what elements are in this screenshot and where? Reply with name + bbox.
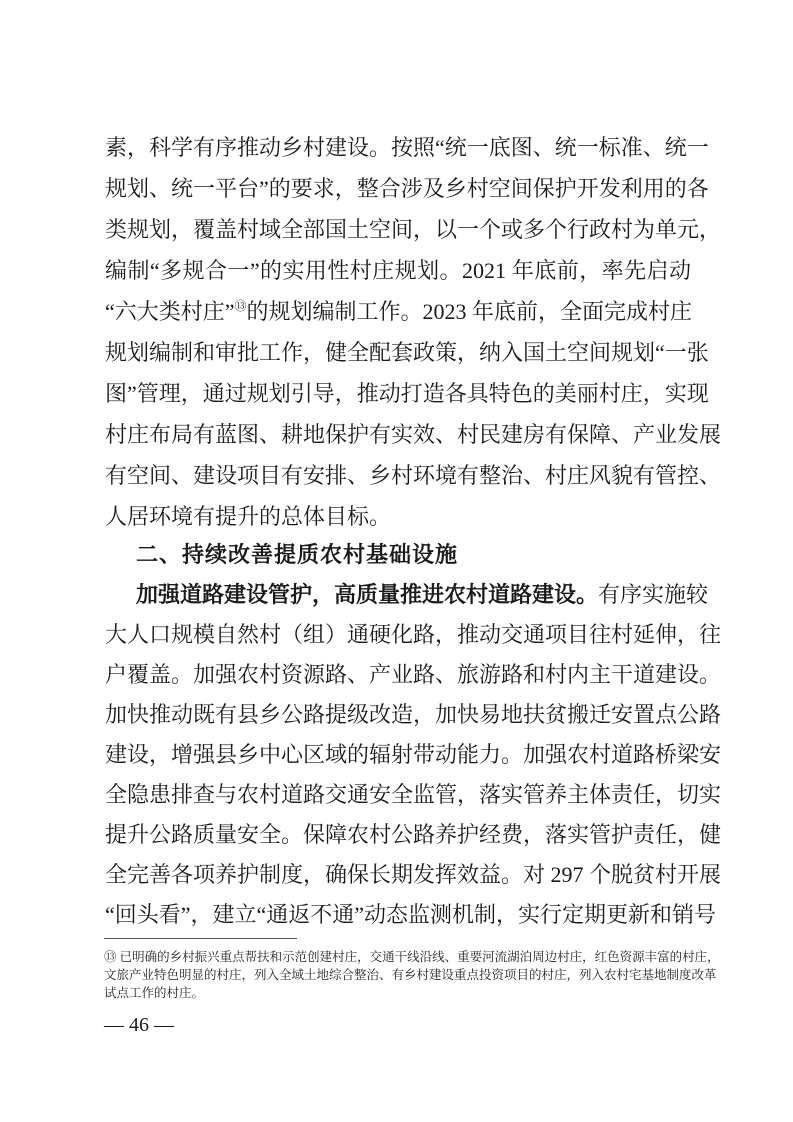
text-segment: “六大类村庄” [105, 299, 235, 324]
text-segment: 有序实施较 [598, 582, 709, 607]
footnote-reference[interactable]: ⑬ [234, 299, 247, 313]
footnote-line: 文旅产业特色明显的村庄，列入全域土地综合整治、有乡村建设重点投资项目的村庄，列入农村宅基地制度改革 [104, 968, 717, 982]
text-line: 图”管理，通过规划引导，推动打造各具特色的美丽村庄，实现 [105, 381, 709, 406]
text-line: 提升公路质量安全。保障农村公路养护经费，落实管护责任，健 [105, 822, 722, 847]
text-line: 大人口规模自然村（组）通硬化路，推动交通项目往村延伸，往 [105, 622, 722, 647]
footnote-separator [104, 938, 297, 939]
section-heading: 二、持续改善提质农村基础设施 [136, 543, 459, 568]
text-line: 加快推动既有县乡公路提级改造，加快易地扶贫搬迁安置点公路 [105, 702, 722, 727]
text-line: 户覆盖。加强农村资源路、产业路、旅游路和村内主干道建设。 [105, 662, 722, 687]
text-line [105, 297, 691, 327]
text-line: 类规划，覆盖村域全部国土空间，以一个或多个行政村为单元， [105, 217, 722, 242]
footnote-marker: ⑬ [104, 950, 117, 964]
page-number: — 46 — [104, 1014, 174, 1036]
footnote-line [104, 948, 720, 966]
text-line: 编制“多规合一”的实用性村庄规划。2021 年底前，率先启动 [105, 258, 691, 283]
text-line: 规划编制和审批工作，健全配套政策，纳入国土空间规划“一张 [105, 340, 709, 365]
text-line: 素，科学有序推动乡村建设。按照“统一底图、统一标准、统一 [105, 135, 709, 160]
text-line: 建设，增强县乡中心区域的辐射带动能力。加强农村道路桥梁安 [105, 742, 722, 767]
text-line: 人居环境有提升的总体目标。 [105, 504, 392, 529]
text-line: 规划、统一平台”的要求，整合涉及乡村空间保护开发利用的各 [105, 176, 709, 201]
footnote-line: 试点工作的村庄。 [104, 986, 205, 1000]
text-segment: 的规划编制工作。2023 年底前，全面完成村庄 [246, 299, 693, 324]
lead-sentence-bold: 加强道路建设管护，高质量推进农村道路建设。 [136, 582, 599, 607]
text-line: “回头看”，建立“通返不通”动态监测机制，实行定期更新和销号 [105, 902, 717, 927]
text-line: 全完善各项养护制度，确保长期发挥效益。对 297 个脱贫村开展 [105, 862, 722, 887]
text-line [105, 580, 709, 610]
text-line: 村庄布局有蓝图、耕地保护有实效、村民建房有保障、产业发展 [105, 422, 722, 447]
text-line: 有空间、建设项目有安排、乡村环境有整治、村庄风貌有管控、 [105, 463, 722, 488]
footnote-text: 已明确的乡村振兴重点帮扶和示范创建村庄，交通干线沿线、重要河流湖泊周边村庄，红色资源丰富的村庄， [116, 950, 720, 964]
text-line: 全隐患排查与农村道路交通安全监管，落实管养主体责任，切实 [105, 782, 722, 807]
